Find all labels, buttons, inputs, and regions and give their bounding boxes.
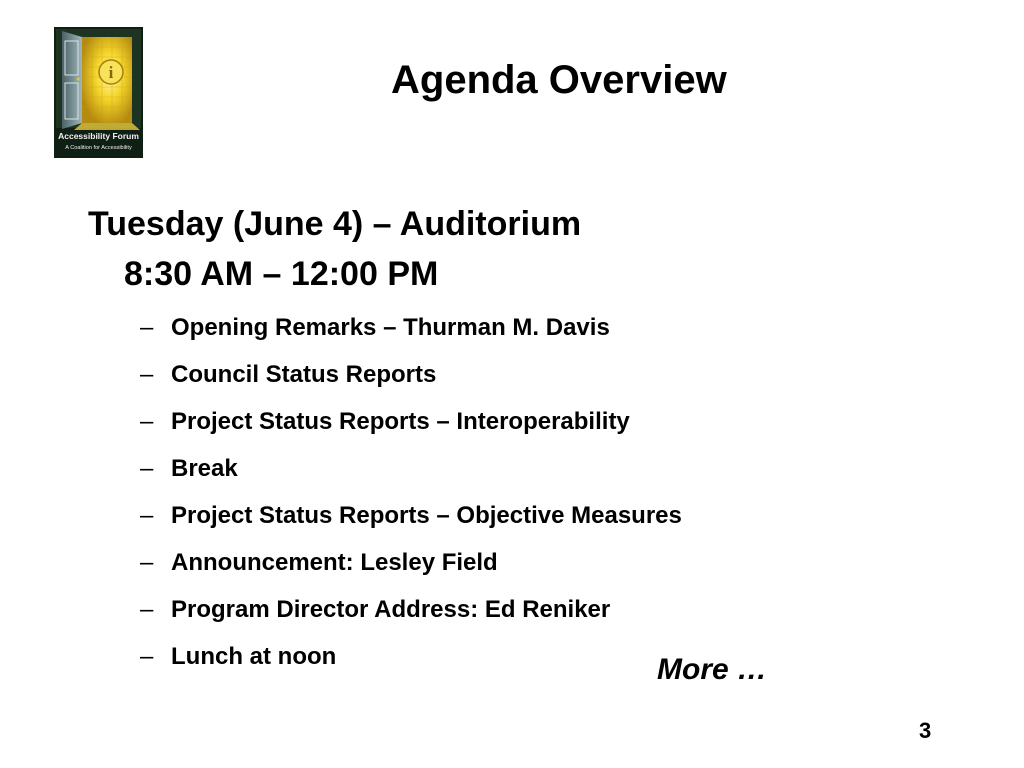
agenda-item-text: Program Director Address: Ed Reniker [171, 596, 611, 623]
logo-name: Accessibility Forum [58, 131, 139, 141]
agenda-item-text: Opening Remarks – Thurman M. Davis [171, 314, 610, 341]
bullet-dash: – [140, 596, 154, 623]
accessibility-forum-logo [54, 27, 143, 158]
bullet-dash: – [140, 549, 154, 576]
agenda-item-text: Announcement: Lesley Field [171, 549, 498, 576]
svg-text:i: i [108, 63, 114, 82]
agenda-item-text: Council Status Reports [171, 361, 437, 388]
agenda-item [140, 593, 682, 640]
day-heading: Tuesday (June 4) – Auditorium [88, 205, 582, 243]
agenda-item [140, 546, 682, 593]
open-door-info-icon [54, 27, 143, 130]
logo-tagline: A Coalition for Accessibility [65, 145, 132, 151]
agenda-item-text: Project Status Reports – Interoperability [171, 408, 630, 435]
agenda-item [140, 358, 682, 405]
session-time: 8:30 AM – 12:00 PM [124, 255, 439, 293]
agenda-item-text: Project Status Reports – Objective Measures [171, 502, 682, 529]
agenda-item [140, 452, 682, 499]
agenda-item-text: Break [171, 455, 238, 482]
bullet-dash: – [140, 314, 154, 341]
agenda-item [140, 640, 682, 687]
bullet-dash: – [140, 408, 154, 435]
bullet-dash: – [140, 361, 154, 388]
slide-title: Agenda Overview [391, 58, 727, 102]
agenda-item-text: Lunch at noon [171, 643, 337, 670]
agenda-item [140, 405, 682, 452]
more-link[interactable]: More … [657, 653, 768, 686]
bullet-dash: – [140, 502, 154, 529]
page-number: 3 [919, 718, 932, 743]
agenda-list [140, 311, 682, 687]
bullet-dash: – [140, 455, 154, 482]
agenda-item [140, 499, 682, 546]
bullet-dash: – [140, 643, 154, 670]
agenda-item [140, 311, 682, 358]
